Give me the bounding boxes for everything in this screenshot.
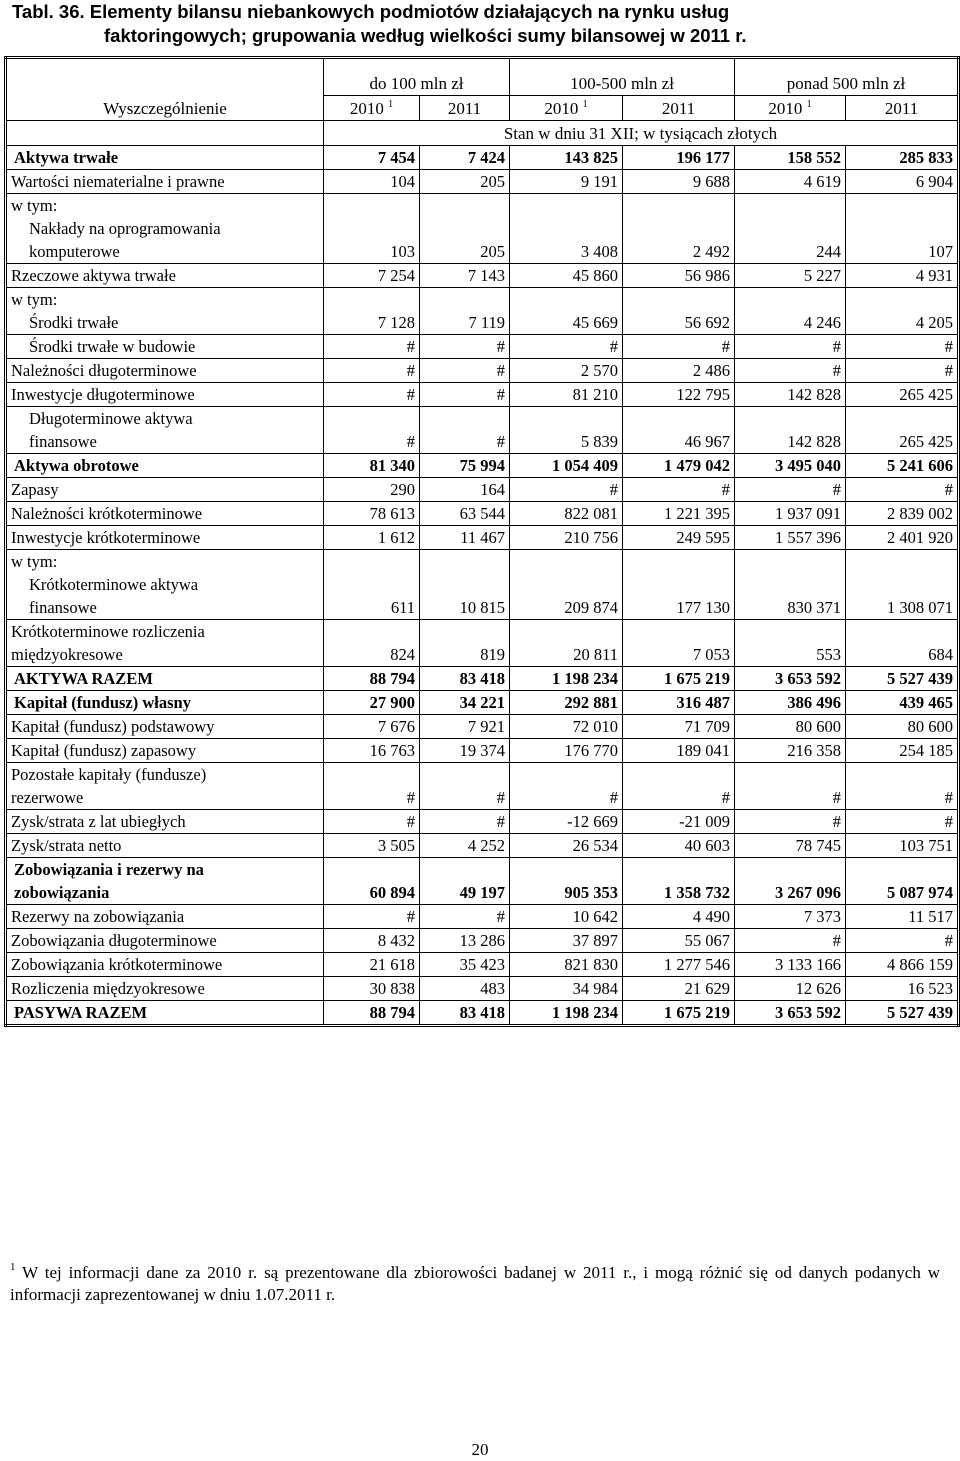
year-label: 2010 [349,99,384,118]
value-cell: 81 340 [324,454,420,478]
value-cell: 1 675 219 [623,667,735,691]
value-cell: # [846,929,959,953]
row-label-line: Zobowiązania i rezerwy na [14,860,204,879]
value-cell: 483 [420,977,510,1001]
year-label: 2011 [447,99,482,118]
row-label [6,335,324,359]
table-row [6,953,959,977]
row-label [6,146,324,170]
value-cell: 27 900 [324,691,420,715]
value-cell: 107 [846,194,959,264]
value-cell: 21 629 [623,977,735,1001]
table-title [12,0,952,48]
value-cell: 189 041 [623,739,735,763]
value-cell: 177 130 [623,550,735,620]
year-label: 2010 [768,99,803,118]
value-cell: 35 423 [420,953,510,977]
value-cell: 4 246 [735,288,846,335]
value-cell: # [510,763,623,810]
value-cell: # [324,407,420,454]
value-cell: 83 418 [420,667,510,691]
row-label-line: Kapitał (fundusz) własny [14,693,191,712]
row-label [6,288,324,335]
value-cell: # [324,359,420,383]
unit-header: Stan w dniu 31 XII; w tysiącach złotych [324,121,959,146]
row-label [6,667,324,691]
value-cell: 9 191 [510,170,623,194]
value-cell: 7 373 [735,905,846,929]
row-label-line: Nakłady na oprogramowania [29,219,221,238]
row-label-line: Środki trwałe [29,313,119,332]
value-cell: # [846,478,959,502]
value-cell: 1 221 395 [623,502,735,526]
value-cell: 3 505 [324,834,420,858]
value-cell: 3 653 592 [735,1001,846,1026]
value-cell: 7 424 [420,146,510,170]
value-cell: 1 358 732 [623,858,735,905]
value-cell: 2 839 002 [846,502,959,526]
table-row [6,407,959,454]
row-label-line: finansowe [29,598,97,617]
table-row [6,502,959,526]
value-cell: 6 904 [846,170,959,194]
value-cell: 205 [420,170,510,194]
value-cell: 20 811 [510,620,623,667]
value-cell: 2 570 [510,359,623,383]
value-cell: 45 860 [510,264,623,288]
footnote-marker: 1 [10,1261,16,1273]
value-cell: # [846,763,959,810]
value-cell: 30 838 [324,977,420,1001]
value-cell: 81 210 [510,383,623,407]
value-cell: # [324,810,420,834]
row-label-line: Aktywa trwałe [14,148,119,167]
value-cell: 5 241 606 [846,454,959,478]
row-label-line: zobowiązania [14,883,110,902]
year-header [846,96,959,121]
value-cell: 7 143 [420,264,510,288]
row-label [6,264,324,288]
value-cell: 46 967 [623,407,735,454]
value-cell: # [324,383,420,407]
row-label-line: komputerowe [29,242,120,261]
table-row [6,454,959,478]
value-cell: 316 487 [623,691,735,715]
value-cell: 45 669 [510,288,623,335]
value-cell: # [846,810,959,834]
table-row [6,478,959,502]
value-cell: 265 425 [846,407,959,454]
value-cell: 292 881 [510,691,623,715]
value-cell: 1 277 546 [623,953,735,977]
value-cell: 72 010 [510,715,623,739]
row-label-line: AKTYWA RAZEM [14,669,153,688]
row-label-line: w tym: [11,196,58,215]
row-label [6,905,324,929]
value-cell: 210 756 [510,526,623,550]
value-cell: 80 600 [846,715,959,739]
row-label-line: Rozliczenia międzyokresowe [11,979,205,998]
value-cell: 3 133 166 [735,953,846,977]
value-cell: 2 401 920 [846,526,959,550]
value-cell: # [735,359,846,383]
footnote-ref: 1 [582,99,588,110]
value-cell: 386 496 [735,691,846,715]
table-row [6,763,959,810]
value-cell: # [623,478,735,502]
value-cell: 822 081 [510,502,623,526]
value-cell: # [420,763,510,810]
value-cell: # [623,335,735,359]
row-label-line: Aktywa obrotowe [14,456,139,475]
value-cell: 1 675 219 [623,1001,735,1026]
year-label: 2011 [884,99,919,118]
value-cell: 4 866 159 [846,953,959,977]
row-label [6,691,324,715]
value-cell: 265 425 [846,383,959,407]
row-label-line: Zysk/strata netto [11,836,122,855]
value-cell: 104 [324,170,420,194]
value-cell: # [735,478,846,502]
row-label [6,383,324,407]
row-label [6,834,324,858]
table-row [6,977,959,1001]
row-label [6,194,324,264]
year-header [510,96,623,121]
table-row [6,834,959,858]
value-cell: 60 894 [324,858,420,905]
value-cell: 1 198 234 [510,1001,623,1026]
table-row [6,858,959,905]
table-row [6,335,959,359]
row-label [6,620,324,667]
value-cell: 3 267 096 [735,858,846,905]
row-label-header: Wyszczególnienie [6,58,324,121]
value-cell: 205 [420,194,510,264]
value-cell: # [420,810,510,834]
row-label [6,977,324,1001]
value-cell: # [846,335,959,359]
value-cell: 9 688 [623,170,735,194]
value-cell: # [420,383,510,407]
footnote-ref: 1 [388,99,394,110]
row-label-line: w tym: [11,290,58,309]
value-cell: 1 054 409 [510,454,623,478]
row-label [6,550,324,620]
footnote [10,1262,940,1306]
value-cell: 254 185 [846,739,959,763]
value-cell: 103 [324,194,420,264]
value-cell: 7 254 [324,264,420,288]
value-cell: 5 839 [510,407,623,454]
title-line-1: Tabl. 36. Elementy bilansu niebankowych podmiotów działających na rynku usług [12,1,730,22]
table-header [6,58,959,146]
row-label [6,715,324,739]
row-label-line: Zobowiązania długoterminowe [11,931,217,950]
row-label-line: Pozostałe kapitały (fundusze) [11,765,207,784]
value-cell: # [735,763,846,810]
value-cell: 80 600 [735,715,846,739]
row-label-line: finansowe [29,432,97,451]
value-cell: 1 308 071 [846,550,959,620]
row-label [6,953,324,977]
row-label [6,929,324,953]
row-label [6,502,324,526]
table-body [6,146,959,1026]
group-header: ponad 500 mln zł [735,58,959,96]
value-cell: 10 815 [420,550,510,620]
row-label [6,407,324,454]
year-header [735,96,846,121]
value-cell: # [510,335,623,359]
row-label [6,763,324,810]
value-cell: 103 751 [846,834,959,858]
value-cell: 19 374 [420,739,510,763]
value-cell: 11 467 [420,526,510,550]
value-cell: 55 067 [623,929,735,953]
value-cell: 10 642 [510,905,623,929]
value-cell: 4 205 [846,288,959,335]
value-cell: 249 595 [623,526,735,550]
value-cell: 7 128 [324,288,420,335]
table-row [6,691,959,715]
value-cell: 1 612 [324,526,420,550]
value-cell: 83 418 [420,1001,510,1026]
value-cell: 3 495 040 [735,454,846,478]
value-cell: 684 [846,620,959,667]
value-cell: 7 921 [420,715,510,739]
value-cell: 11 517 [846,905,959,929]
table-row [6,715,959,739]
value-cell: 216 358 [735,739,846,763]
row-label-line: w tym: [11,552,58,571]
value-cell: 290 [324,478,420,502]
value-cell: 611 [324,550,420,620]
value-cell: -12 669 [510,810,623,834]
row-label-line: Krótkoterminowe aktywa [29,575,199,594]
table-row [6,739,959,763]
value-cell: 13 286 [420,929,510,953]
row-label [6,526,324,550]
group-header: do 100 mln zł [324,58,510,96]
value-cell: 56 986 [623,264,735,288]
table-row [6,550,959,620]
value-cell: # [735,929,846,953]
row-label-line: międzyokresowe [11,645,123,664]
value-cell: # [420,905,510,929]
value-cell: 16 763 [324,739,420,763]
row-label-line: Długoterminowe aktywa [29,409,193,428]
value-cell: 78 745 [735,834,846,858]
year-header [324,96,420,121]
row-label-line: Inwestycje krótkoterminowe [11,528,201,547]
value-cell: # [324,905,420,929]
value-cell: 8 432 [324,929,420,953]
table-row [6,170,959,194]
value-cell: 88 794 [324,1001,420,1026]
value-cell: 819 [420,620,510,667]
value-cell: # [420,359,510,383]
value-cell: 1 557 396 [735,526,846,550]
value-cell: 158 552 [735,146,846,170]
value-cell: 5 087 974 [846,858,959,905]
table-row [6,288,959,335]
value-cell: 49 197 [420,858,510,905]
group-header: 100-500 mln zł [510,58,735,96]
value-cell: 1 479 042 [623,454,735,478]
row-label [6,810,324,834]
row-label-line: Należności krótkoterminowe [11,504,203,523]
value-cell: 37 897 [510,929,623,953]
value-cell: 75 994 [420,454,510,478]
value-cell: 3 408 [510,194,623,264]
row-label-line: Rzeczowe aktywa trwałe [11,266,176,285]
row-label-line: PASYWA RAZEM [14,1003,148,1022]
row-label-line: Wartości niematerialne i prawne [11,172,225,191]
year-label: 2011 [661,99,696,118]
value-cell: 7 053 [623,620,735,667]
row-label-line: Zapasy [11,480,59,499]
value-cell: 142 828 [735,407,846,454]
value-cell: 122 795 [623,383,735,407]
value-cell: 2 486 [623,359,735,383]
row-label-line: Inwestycje długoterminowe [11,385,195,404]
table-row [6,929,959,953]
value-cell: 905 353 [510,858,623,905]
value-cell: 5 527 439 [846,1001,959,1026]
value-cell: 4 619 [735,170,846,194]
value-cell: # [735,810,846,834]
table-row [6,146,959,170]
row-label-line: Krótkoterminowe rozliczenia [11,622,205,641]
value-cell: 7 676 [324,715,420,739]
table-row [6,1001,959,1026]
value-cell: 164 [420,478,510,502]
value-cell: 553 [735,620,846,667]
balance-sheet-table [4,56,960,1027]
row-label [6,359,324,383]
value-cell: 143 825 [510,146,623,170]
value-cell: 821 830 [510,953,623,977]
value-cell: 3 653 592 [735,667,846,691]
year-label: 2010 [544,99,579,118]
year-header [623,96,735,121]
row-label-line: Rezerwy na zobowiązania [11,907,185,926]
value-cell: 40 603 [623,834,735,858]
page-number: 20 [471,1440,489,1459]
value-cell: 71 709 [623,715,735,739]
value-cell: 244 [735,194,846,264]
value-cell: 26 534 [510,834,623,858]
table-row [6,383,959,407]
value-cell: 285 833 [846,146,959,170]
row-label-line: Zysk/strata z lat ubiegłych [11,812,186,831]
value-cell: 78 613 [324,502,420,526]
value-cell: 56 692 [623,288,735,335]
row-label [6,1001,324,1026]
row-label-line: Kapitał (fundusz) zapasowy [11,741,197,760]
value-cell: 4 490 [623,905,735,929]
year-header [420,96,510,121]
table-row [6,194,959,264]
value-cell: 63 544 [420,502,510,526]
value-cell: # [324,763,420,810]
value-cell: 4 252 [420,834,510,858]
table-row [6,526,959,550]
footnote-text: W tej informacji dane za 2010 r. są prezentowane dla zbiorowości badanej w 2011 r., i mogą różnić się od danych podanych w informacji zaprezentowanej w dniu 1.07.2011 r. [10,1263,940,1304]
value-cell: # [623,763,735,810]
value-cell: 176 770 [510,739,623,763]
value-cell: 439 465 [846,691,959,715]
value-cell: # [735,335,846,359]
table-row [6,905,959,929]
row-label-line: rezerwowe [11,788,84,807]
value-cell: 196 177 [623,146,735,170]
value-cell: 1 198 234 [510,667,623,691]
value-cell: 209 874 [510,550,623,620]
value-cell: 5 227 [735,264,846,288]
row-label [6,454,324,478]
value-cell: 2 492 [623,194,735,264]
value-cell: # [510,478,623,502]
value-cell: 34 984 [510,977,623,1001]
value-cell: -21 009 [623,810,735,834]
row-label-line: Kapitał (fundusz) podstawowy [11,717,215,736]
value-cell: 7 119 [420,288,510,335]
value-cell: 12 626 [735,977,846,1001]
value-cell: 34 221 [420,691,510,715]
row-label-line: Zobowiązania krótkoterminowe [11,955,223,974]
table-row [6,620,959,667]
value-cell: 824 [324,620,420,667]
row-label-line: Środki trwałe w budowie [29,337,196,356]
value-cell: 1 937 091 [735,502,846,526]
value-cell: 16 523 [846,977,959,1001]
value-cell: 88 794 [324,667,420,691]
value-cell: # [420,335,510,359]
value-cell: # [846,359,959,383]
title-line-2: faktoringowych; grupowania według wielkości sumy bilansowej w 2011 r. [104,25,747,46]
value-cell: 21 618 [324,953,420,977]
value-cell: 830 371 [735,550,846,620]
footnote-ref: 1 [806,99,812,110]
row-label [6,739,324,763]
table-row [6,264,959,288]
row-label [6,478,324,502]
row-label [6,170,324,194]
row-label [6,858,324,905]
value-cell: 4 931 [846,264,959,288]
table-row [6,810,959,834]
value-cell: # [420,407,510,454]
row-label-line: Należności długoterminowe [11,361,197,380]
table-row [6,359,959,383]
value-cell: 7 454 [324,146,420,170]
value-cell: 142 828 [735,383,846,407]
value-cell: # [324,335,420,359]
table-row [6,667,959,691]
value-cell: 5 527 439 [846,667,959,691]
